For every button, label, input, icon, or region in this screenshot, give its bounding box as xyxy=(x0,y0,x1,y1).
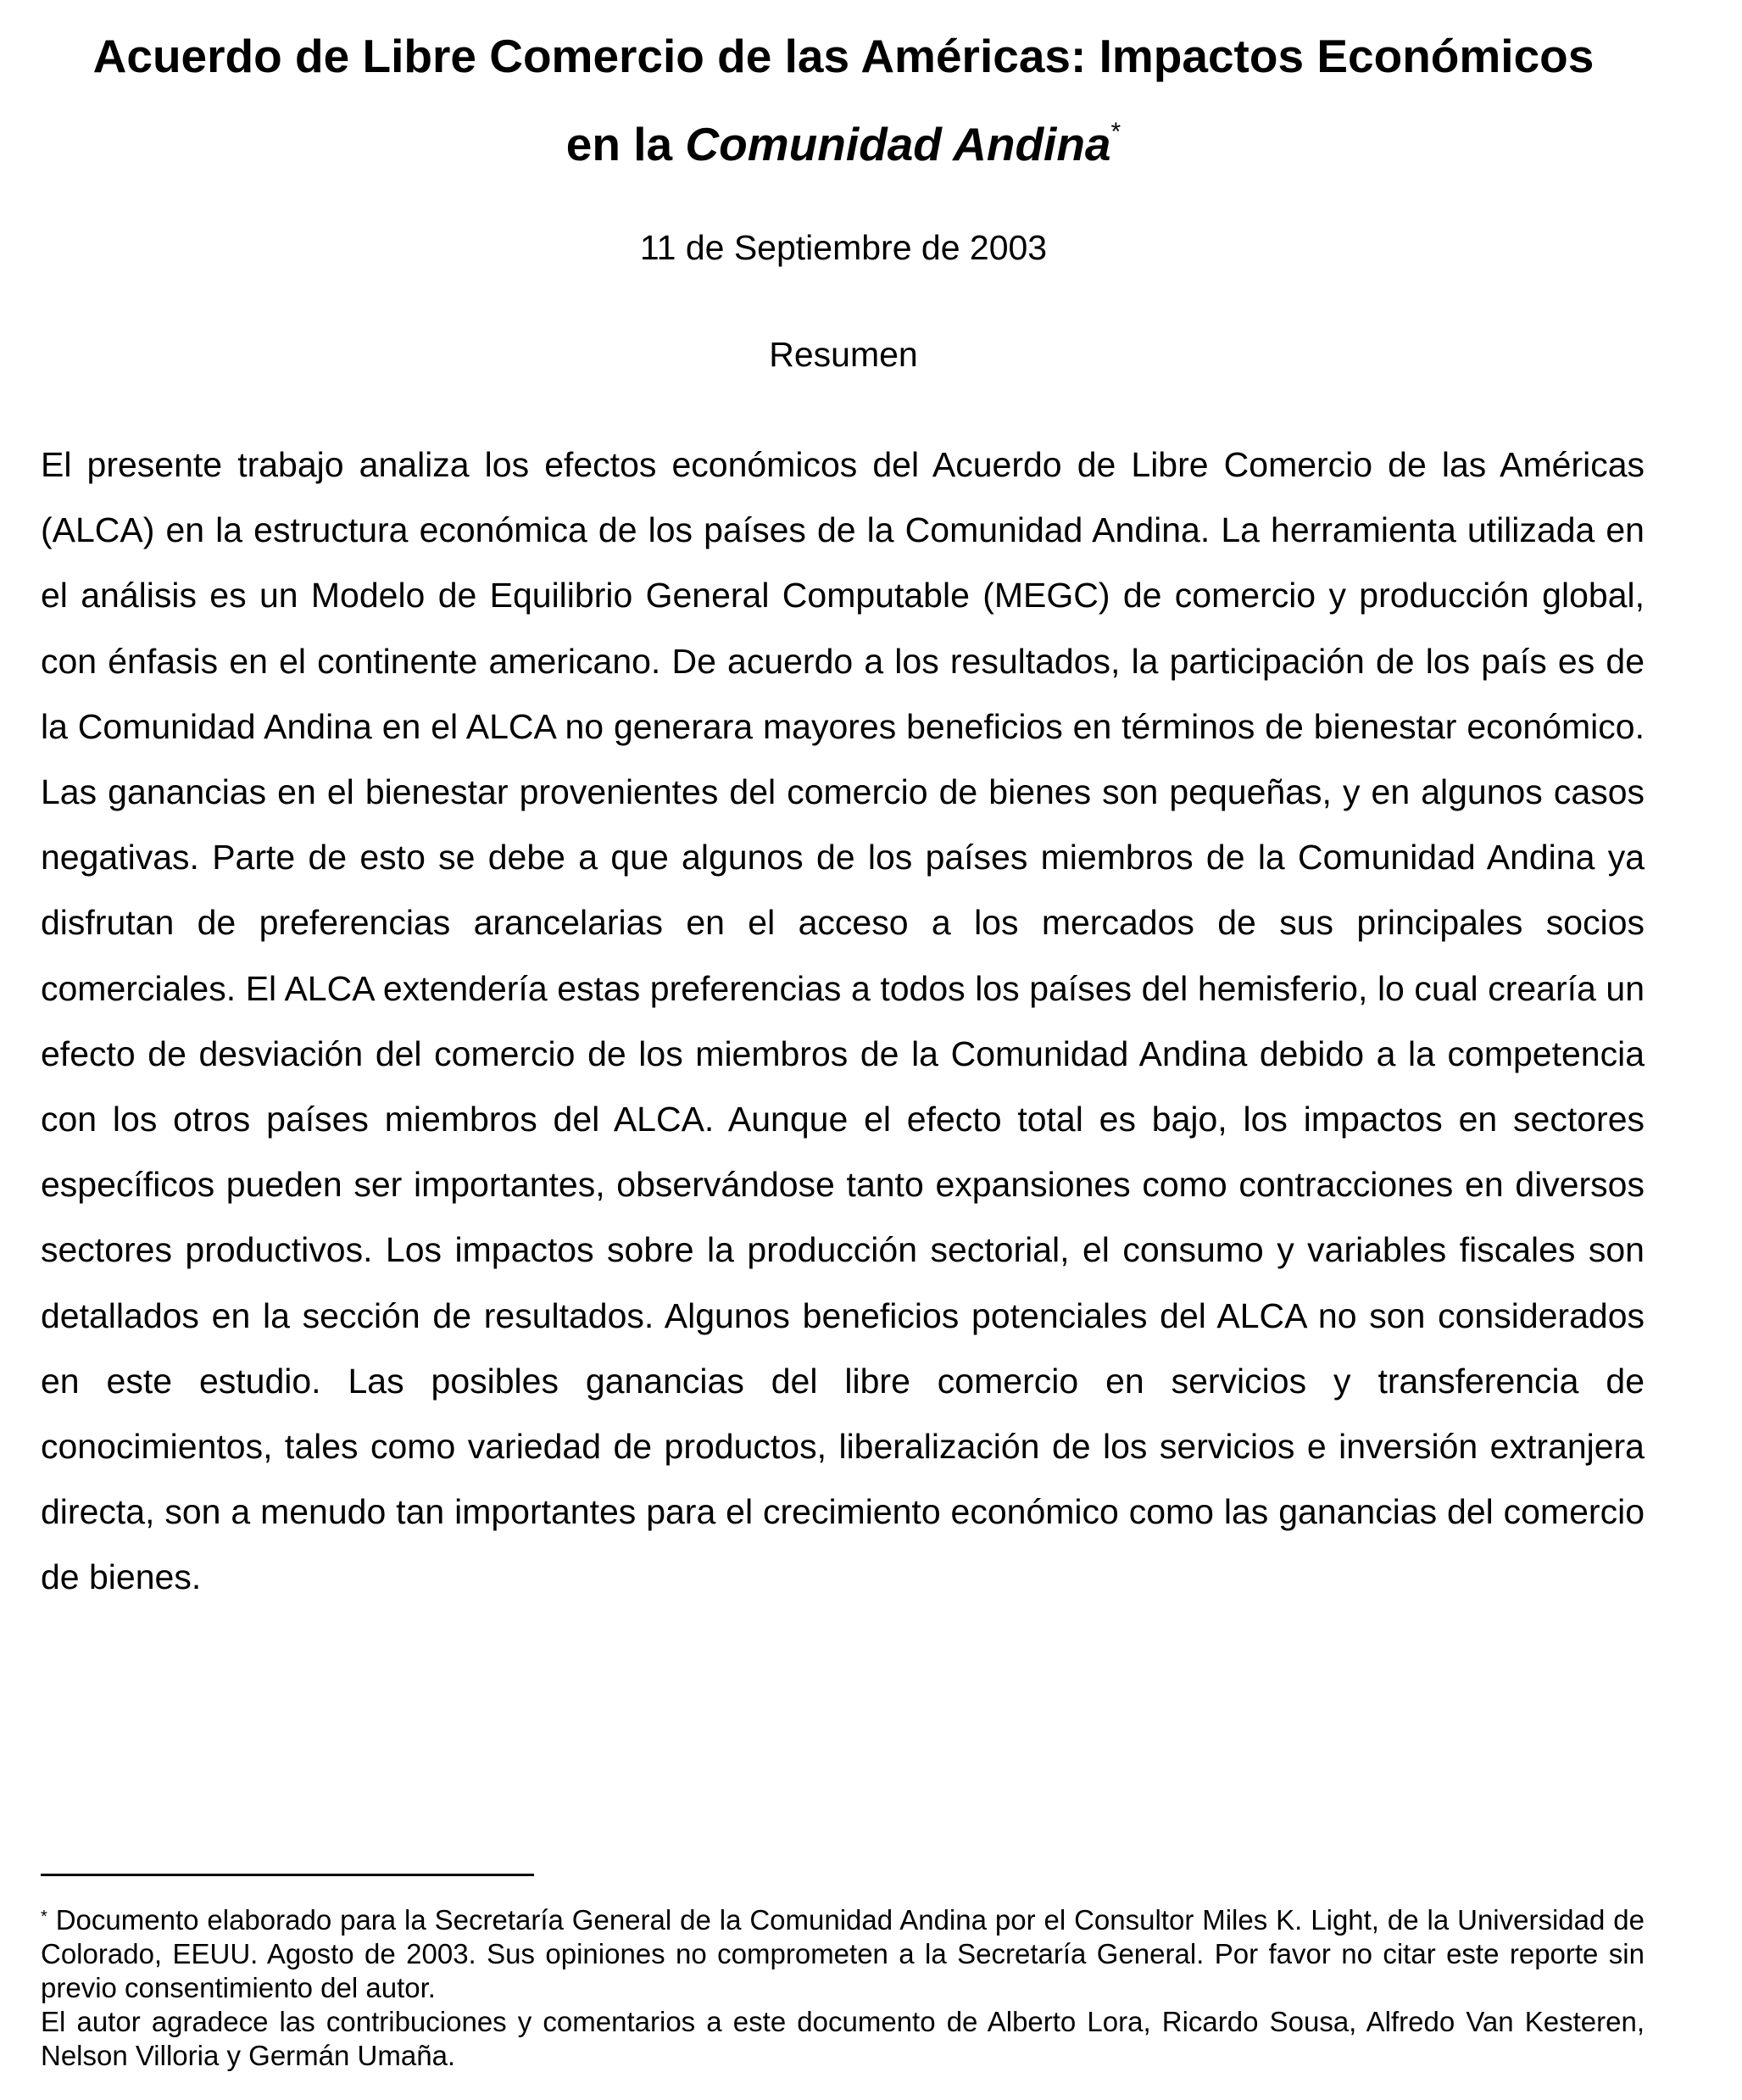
footnote-paragraph-2: El autor agradece las contribuciones y comentarios a este documento de Alberto Lora, Ricardo Sousa, Alfredo Van Kesteren, Nelson Villoria y Germán Umaña. xyxy=(41,2006,1645,2071)
abstract-paragraph: El presente trabajo analiza los efectos económicos del Acuerdo de Libre Comercio de las Américas (ALCA) en la estructura económica de los países de la Comunidad Andina. La herramienta utilizada en el análisis es un Modelo de Equilibrio General Computable (MEGC) de comercio y producción global, con énfasis en el continente americano. De acuerdo a los resultados, la participación de los país es de la Comunidad Andina en el ALCA no generara mayores beneficios en términos de bienestar económico. Las ganancias en el bienestar provenientes del comercio de bienes son pequeñas, y en algunos casos negativas. Parte de esto se debe a que algunos de los países miembros de la Comunidad Andina ya disfrutan de preferencias arancelarias en el acceso a los mercados de sus principales socios comerciales. El ALCA extendería estas preferencias a todos los países del hemisferio, lo cual crearía un efecto de desviación del comercio de los miembros de la Comunidad Andina debido a la competencia con los otros países miembros del ALCA. Aunque el efecto total es bajo, los impactos en sectores específicos pueden ser importantes, observándose tanto expansiones como contracciones en diversos sectores productivos. Los impactos sobre la producción sectorial, el consumo y variables fiscales son detallados en la sección de resultados. Algunos beneficios potenciales del ALCA no son considerados en este estudio. Las posibles ganancias del libre comercio en servicios y transferencia de conocimientos, tales como variedad de productos, liberalización de los servicios e inversión extranjera directa, son a menudo tan importantes para el crecimiento económico como las ganancias del comercio de bienes. xyxy=(41,445,1645,1597)
title-line-2-prefix: en la xyxy=(565,118,686,170)
footnote-separator xyxy=(41,1874,534,1876)
footnote-text-1: Documento elaborado para la Secretaría General de la Comunidad Andina por el Consultor Miles K. Light, de la Universidad de Colorado, EEUU. Agosto de 2003. Sus opiniones no comprometen a la Secretaría General. Por favor no citar este reporte sin previo consentimiento del autor. xyxy=(41,1904,1645,2003)
title-line-1: Acuerdo de Libre Comercio de las Américas: Impactos Económicos xyxy=(92,30,1595,82)
title-footnote-marker: * xyxy=(1110,118,1121,146)
footnote xyxy=(41,1903,1645,2073)
footnote-paragraph-1 xyxy=(41,1903,1645,2005)
document-date: 11 de Septiembre de 2003 xyxy=(639,228,1048,267)
title-line-2 xyxy=(42,100,1645,188)
abstract-heading: Resumen xyxy=(769,335,918,374)
document-title xyxy=(42,12,1645,188)
title-line-2-italic: Comunidad Andina xyxy=(685,118,1111,170)
footnote-marker: * xyxy=(41,1908,47,1926)
